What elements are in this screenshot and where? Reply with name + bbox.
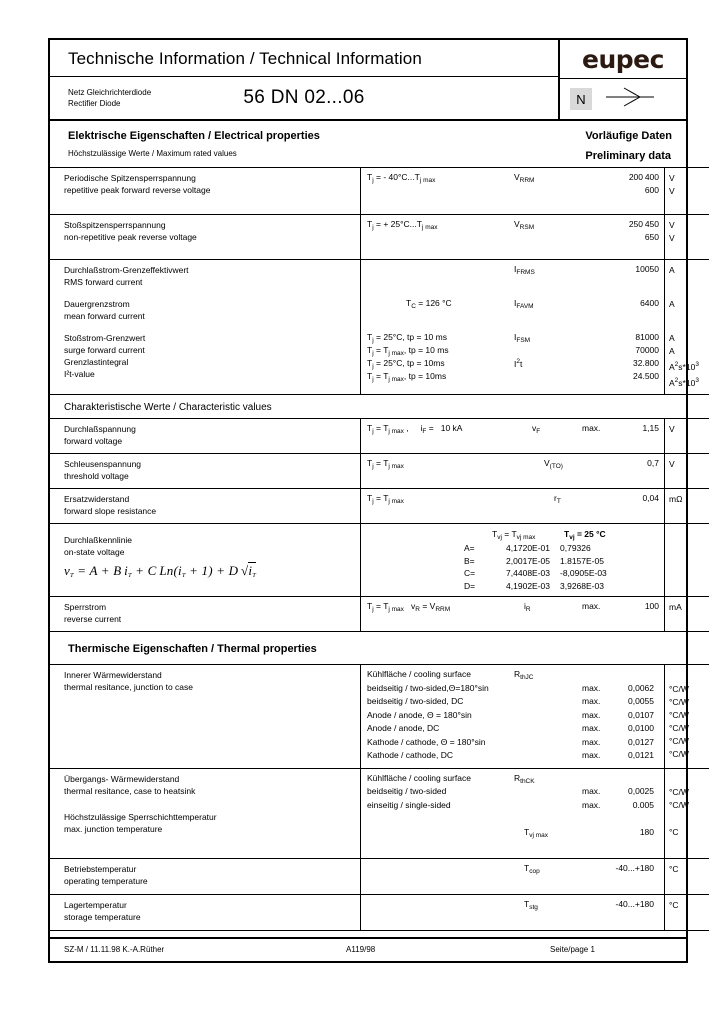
footer-center: A119/98 (346, 945, 376, 954)
max-label: max. (582, 736, 601, 747)
unit: °C (669, 900, 679, 910)
param-name-de: Ersatzwiderstand (64, 494, 130, 504)
param-name-en: RMS forward current (64, 277, 143, 287)
coef-value-2: 0,79326 (560, 543, 591, 553)
header-left (50, 40, 560, 119)
param-name-de: Periodische Spitzensperrspannung (64, 173, 196, 183)
value-a: 200 (628, 172, 643, 182)
coef-col1-head: $T_{vj} = T_{vj max}$ (492, 529, 536, 541)
unit: °C/W (669, 722, 689, 733)
thermal-subline-desc: beidseitig / two-sided (367, 786, 447, 796)
value: -40...+180 (615, 899, 654, 909)
characteristic-table (50, 418, 709, 632)
unit: A (669, 333, 675, 343)
param-name-en: on-state voltage (64, 547, 125, 557)
unit: V (669, 233, 675, 243)
max-label: max. (582, 723, 601, 733)
table-row (50, 597, 709, 632)
datasheet-page (48, 38, 699, 963)
package-code-badge: N (570, 88, 592, 110)
cooling-surface-label: Kühlfläche / cooling surface (367, 772, 471, 783)
max-label: max. (582, 696, 601, 706)
value: 24.500 (633, 371, 659, 381)
condition: $T_j = T_{j max}$, tp = 10ms (367, 371, 447, 383)
condition: $T_j = T_{j max}$ $v_R = V_{RRM}$ (367, 601, 451, 613)
condition: $T_j = T_{j max}$ , $i_F = 10$ kA (367, 423, 463, 435)
symbol: $V_{RRM}$ (514, 172, 535, 184)
param-name-en: max. junction temperature (64, 823, 163, 834)
coef-value-2: -8,0905E-03 (560, 568, 607, 578)
unit: mΩ (669, 494, 683, 504)
param-name-en: I²t-value (64, 369, 95, 379)
param-name-de: Durchlaßkennlinie (64, 535, 133, 545)
param-name-en: forward voltage (64, 436, 123, 446)
param-name-de: Durchlaßstrom-Grenzeffektivwert (64, 265, 189, 275)
condition: $T_j = T_{j max}$, tp = 10 ms (367, 345, 449, 357)
symbol-box (560, 79, 686, 119)
table-row (50, 215, 709, 260)
coef-label: B= (464, 555, 475, 566)
unit: $A^2s*10^3$ (669, 361, 699, 372)
condition: $T_j = T_{j max}$ (367, 458, 404, 470)
max-label: max. (582, 750, 601, 760)
param-name-en: repetitive peak forward reverse voltage (64, 185, 211, 195)
table-row-onstate (50, 524, 709, 597)
coef-value-2: 3,9268E-03 (560, 580, 604, 591)
value: 32.800 (633, 358, 659, 368)
table-row (50, 260, 709, 295)
max-label: max. (582, 682, 601, 693)
param-name-en: forward slope resistance (64, 506, 157, 516)
unit: °C/W (669, 709, 689, 720)
symbol: $R_{thJC}$ (514, 669, 534, 681)
symbol: $I_{FAVM}$ (514, 298, 534, 310)
coef-value-1: 4,1902E-03 (506, 580, 550, 591)
param-name-en: thermal resitance, case to heatsink (64, 785, 196, 796)
symbol: $V_{(TO)}$ (544, 458, 563, 470)
param-name-de: Höchstzulässige Sperrschichttemperatur (64, 811, 217, 822)
table-row (50, 419, 709, 454)
value: 0,0025 (628, 786, 654, 796)
value-b: 450 (644, 219, 659, 229)
param-name-de: Innerer Wärmewiderstand (64, 670, 162, 680)
cooling-surface-label: Kühlfläche / cooling surface (367, 669, 471, 679)
unit: A (669, 346, 675, 356)
param-name-de: Sperrstrom (64, 602, 107, 612)
value: 1,15 (642, 423, 659, 433)
value: 81000 (635, 332, 659, 342)
symbol: $T_{stg}$ (524, 899, 538, 911)
param-name-de: Betriebstemperatur (64, 864, 137, 874)
thermal-subline-desc: einseitig / single-sided (367, 799, 451, 810)
value-b2: 600 (644, 185, 659, 195)
value: -40...+180 (615, 863, 654, 873)
condition: $T_j = 25^\circ C$, tp = 10ms (367, 358, 445, 370)
value-a: 250 (628, 219, 643, 229)
unit: A (669, 265, 675, 275)
thermal-table (50, 664, 709, 931)
value: 70000 (635, 345, 659, 355)
table-row (50, 768, 709, 859)
unit: V (669, 220, 675, 230)
coef-value-1: 4,1720E-01 (506, 543, 550, 553)
value: 0,0121 (628, 750, 654, 760)
symbol: $T_{cop}$ (524, 863, 540, 875)
param-name-de: Stoßspitzensperrspannung (64, 220, 166, 230)
table-row (50, 489, 709, 524)
coef-value-1: 7,4408E-03 (506, 568, 550, 578)
footer-right: Seite/page 1 (550, 945, 595, 954)
unit: $A^2s*10^3$ (669, 377, 699, 388)
unit: °C/W (669, 748, 689, 759)
max-label: max. (582, 601, 601, 611)
param-name-en: mean forward current (64, 311, 145, 321)
value: 180 (639, 827, 654, 837)
product-description-en: Rectifier Diode (68, 99, 121, 108)
symbol: $I^2t$ (514, 358, 523, 369)
coef-label: D= (464, 580, 476, 591)
symbol: $R_{thCK}$ (514, 772, 535, 785)
table-row (50, 168, 709, 215)
header-right (560, 40, 686, 119)
unit: °C/W (669, 735, 689, 746)
value: 10050 (635, 264, 659, 274)
thermal-subline-desc: Anode / anode, Θ = 180°sin (367, 709, 472, 720)
coef-label: A= (464, 543, 475, 553)
value: 0,0107 (628, 709, 654, 720)
thermal-subline-desc: Kathode / cathode, Θ = 180°sin (367, 736, 486, 747)
table-row (50, 895, 709, 931)
footer-left: SZ-M / 11.11.98 K.-A.Rüther (64, 945, 165, 954)
condition: $T_j = 25^\circ C$, tp = 10 ms (367, 332, 447, 344)
param-name-en: reverse current (64, 614, 122, 624)
thermal-title: Thermische Eigenschaften / Thermal properties (68, 643, 317, 655)
value: 0,0100 (628, 723, 654, 733)
param-name-de: Stoßstrom-Grenzwert (64, 333, 146, 343)
unit: V (669, 424, 675, 434)
characteristic-title: Charakteristische Werte / Characteristic values (64, 402, 272, 413)
electrical-title: Elektrische Eigenschaften / Electrical properties (68, 130, 320, 142)
symbol: $T_{vj max}$ (524, 827, 548, 839)
page-title: Technische Information / Technical Information (50, 40, 558, 77)
symbol: $r_T$ (554, 493, 561, 505)
table-row (50, 454, 709, 489)
param-name-de: Übergangs- Wärmewiderstand (64, 773, 180, 784)
value-b2: 650 (644, 232, 659, 242)
unit: V (669, 186, 675, 196)
param-name-en: surge forward current (64, 345, 145, 355)
value: 6400 (640, 298, 659, 308)
condition: $T_j$ = - $40^\circ C...T_{j max}$ (367, 172, 436, 184)
onstate-formula: $v_T = A + B$ $i_T + C$ $Ln(i_T + 1) + D$ $√i_T$ (64, 563, 257, 579)
symbol: $I_{FSM}$ (514, 332, 531, 344)
value: 0,0055 (628, 696, 654, 706)
value: 0,04 (642, 493, 659, 503)
preliminary-en: Preliminary data (585, 150, 671, 162)
max-label: max. (582, 799, 601, 810)
value: 0.005 (632, 799, 654, 810)
diode-symbol-icon (606, 86, 658, 113)
param-name-en: non-repetitive peak reverse voltage (64, 232, 197, 242)
param-name-de: Durchlaßspannung (64, 424, 136, 434)
document-header (50, 40, 686, 121)
unit: V (669, 459, 675, 469)
param-name-de: Schleusenspannung (64, 459, 142, 469)
table-row (50, 294, 709, 328)
coef-value-1: 2,0017E-05 (506, 555, 550, 566)
symbol: $V_{RSM}$ (514, 219, 535, 231)
param-name-de: Grenzlastintegral (64, 357, 129, 367)
value: 100 (644, 601, 659, 611)
param-name-en: operating temperature (64, 876, 148, 886)
unit: A (669, 299, 675, 309)
max-label: max. (582, 423, 601, 433)
value: 0,0127 (628, 736, 654, 747)
thermal-subline-desc: Anode / anode, DC (367, 723, 440, 733)
unit: °C/W (669, 787, 689, 797)
param-name-en: thermal resitance, junction to case (64, 682, 193, 692)
coef-col2-head: $T_{vj} = 25$ °C (564, 529, 606, 541)
brand-logo (560, 40, 686, 79)
table-row (50, 328, 709, 395)
condition: $T_C = 126$ °C (406, 298, 452, 310)
thermal-subline-desc: beidseitig / two-sided,Θ=180°sin (367, 682, 489, 693)
unit: °C/W (669, 696, 689, 707)
value-b: 400 (644, 172, 659, 182)
electrical-section-heading (50, 121, 686, 167)
table-row (50, 859, 709, 895)
unit: °C (669, 864, 679, 874)
param-name-en: storage temperature (64, 912, 141, 922)
unit: °C/W (669, 683, 689, 694)
symbol: $i_R$ (524, 601, 531, 613)
header-subrow (50, 77, 558, 119)
value: 0,7 (647, 458, 659, 468)
param-name-de: Lagertemperatur (64, 900, 127, 910)
param-name-de: Dauergrenzstrom (64, 299, 130, 309)
electrical-table (50, 167, 709, 395)
unit: mA (669, 602, 682, 612)
electrical-subtitle: Höchstzulässige Werte / Maximum rated values (68, 149, 237, 158)
type-number: 56 DN 02...06 (243, 87, 365, 108)
param-name-en: threshold voltage (64, 471, 129, 481)
table-row (50, 665, 709, 769)
unit: V (669, 173, 675, 183)
condition: $T_j = T_{j max}$ (367, 493, 404, 505)
unit: °C/W (669, 800, 689, 810)
condition: $T_j$ = + $25^\circ C...T_{j max}$ (367, 219, 438, 231)
value: 0,0062 (628, 682, 654, 693)
symbol: $v_F$ (532, 423, 541, 435)
coef-label: C= (464, 568, 476, 578)
product-description-de: Netz Gleichrichterdiode (68, 88, 152, 97)
logo-text: eupec (582, 44, 664, 74)
max-label: max. (582, 786, 601, 796)
coef-value-2: 1.8157E-05 (560, 555, 604, 566)
thermal-subline-desc: Kathode / cathode, DC (367, 750, 454, 760)
preliminary-de: Vorläufige Daten Preliminary data (585, 130, 672, 162)
document-footer (50, 937, 686, 961)
unit: °C (669, 827, 679, 837)
symbol: $I_{FRMS}$ (514, 264, 535, 276)
max-label: max. (582, 709, 601, 720)
thermal-subline-desc: beidseitig / two-sided, DC (367, 696, 464, 706)
